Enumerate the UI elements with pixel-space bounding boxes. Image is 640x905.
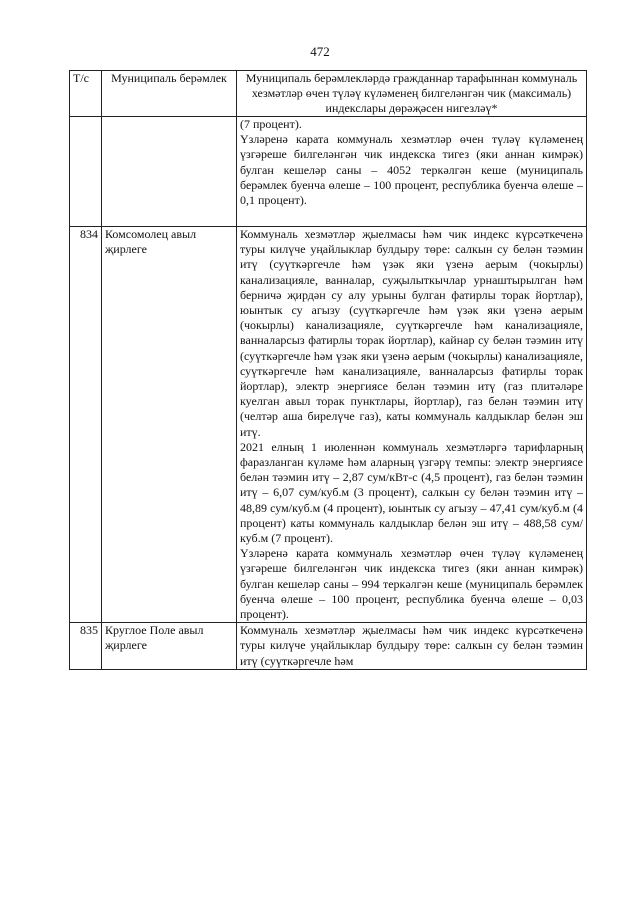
table-row <box>70 117 587 227</box>
row-municipality <box>102 117 237 227</box>
header-municipality: Муниципаль берәмлек <box>102 71 237 117</box>
row-paragraph: Коммуналь хезмәтләр җыелмасы һәм чик индекс күрсәткеченә туры килүче уңайлыклар булдыру төре: салкын су белән тәэмин итү (суүткәргечле һәм үзәк яки үзенә аерым (чокырлы) канализацияле, ванналар, суҗылыткычлар урнаштырылган һәм берничә җирдән су алу урыны булган фатирлы торак йортлар), юынтык су агызу (суүткәргечле һәм үзәк яки үзенә аерым (чокырлы) канализацияле, суүткәргечле һәм канализацияле, ванналарсыз фатирлы торак йортлар), кайнар су белән тәэмин итү (суүткәргечле һәм үзәк яки үзенә аерым (чокырлы) канализацияле, суүткәргечле һәм канализацияле, ванналарсыз фатирлы торак йортлар), электр энергиясе белән тәэмин итү (газ плитәләре куелган авыл торак пунктлары, йортлар), газ белән тәэмин итү (челтәр аша бирелүче газ), каты коммуналь калдыклар белән эш итү. <box>240 227 583 439</box>
row-number: 834 <box>70 227 102 623</box>
row-number: 835 <box>70 623 102 670</box>
row-paragraph: (7 процент). <box>240 117 302 131</box>
table-body <box>70 117 587 670</box>
row-number <box>70 117 102 227</box>
row-paragraph: Үзләренә карата коммуналь хезмәтләр өчен түләү күләменең үзгәреше билгеләнгән чик индекска тигез (яки аннан кимрәк) булган кешеләр саны – 994 теркәлгән кеше (муниципаль берәмлек буенча өлеше – 100 процент, республика буенча өлеше – 0,03 процент). <box>240 546 583 622</box>
header-text: Муниципаль берәмлекләрдә гражданнар тарафыннан коммуналь хезмәтләр өчен түләү күләменең билгеләнгән чик (максималь) индекслары дөрәҗәсен нигезләү* <box>237 71 587 117</box>
row-paragraph: 2021 елның 1 июленнән коммуналь хезмәтләргә тарифларның фаразланган күләме һәм аларның үзгәрү темпы: электр энергиясе белән тәэмин итү – 2,87 сум/кВт-с (4,5 процент), газ белән тәэмин итү – 6,07 сум/куб.м (3 процент), салкын су белән тәэмин итү – 48,89 сум/куб.м (4 процент), юынтык су агызу – 47,41 сум/куб.м (4 процент) каты коммуналь калдыклар белән эш итү – 488,58 сум/куб.м (7 процент). <box>240 439 583 546</box>
row-content <box>237 623 587 670</box>
row-municipality: Комсомолец авыл җирлеге <box>102 227 237 623</box>
header-num: Т/с <box>70 71 102 117</box>
row-municipality: Круглое Поле авыл җирлеге <box>102 623 237 670</box>
tariff-table <box>69 70 587 670</box>
row-content <box>237 227 587 623</box>
table-header-row <box>70 71 587 117</box>
page-number: 472 <box>310 44 330 59</box>
table-row <box>70 623 587 670</box>
row-content <box>237 117 587 227</box>
row-paragraph: Коммуналь хезмәтләр җыелмасы һәм чик индекс күрсәткеченә туры килүче уңайлыклар булдыру төре: салкын су белән тәэмин итү (суүткәргечле һәм <box>240 623 583 668</box>
table-row <box>70 227 587 623</box>
row-paragraph: Үзләренә карата коммуналь хезмәтләр өчен түләү күләменең үзгәреше билгеләнгән чик индекска тигез (яки аннан кимрәк) булган кешеләр саны – 4052 теркәлгән кеше (муниципаль берәмлек буенча өлеше – 100 процент, республика буенча өлеше – 0,1 процент). <box>240 132 583 208</box>
